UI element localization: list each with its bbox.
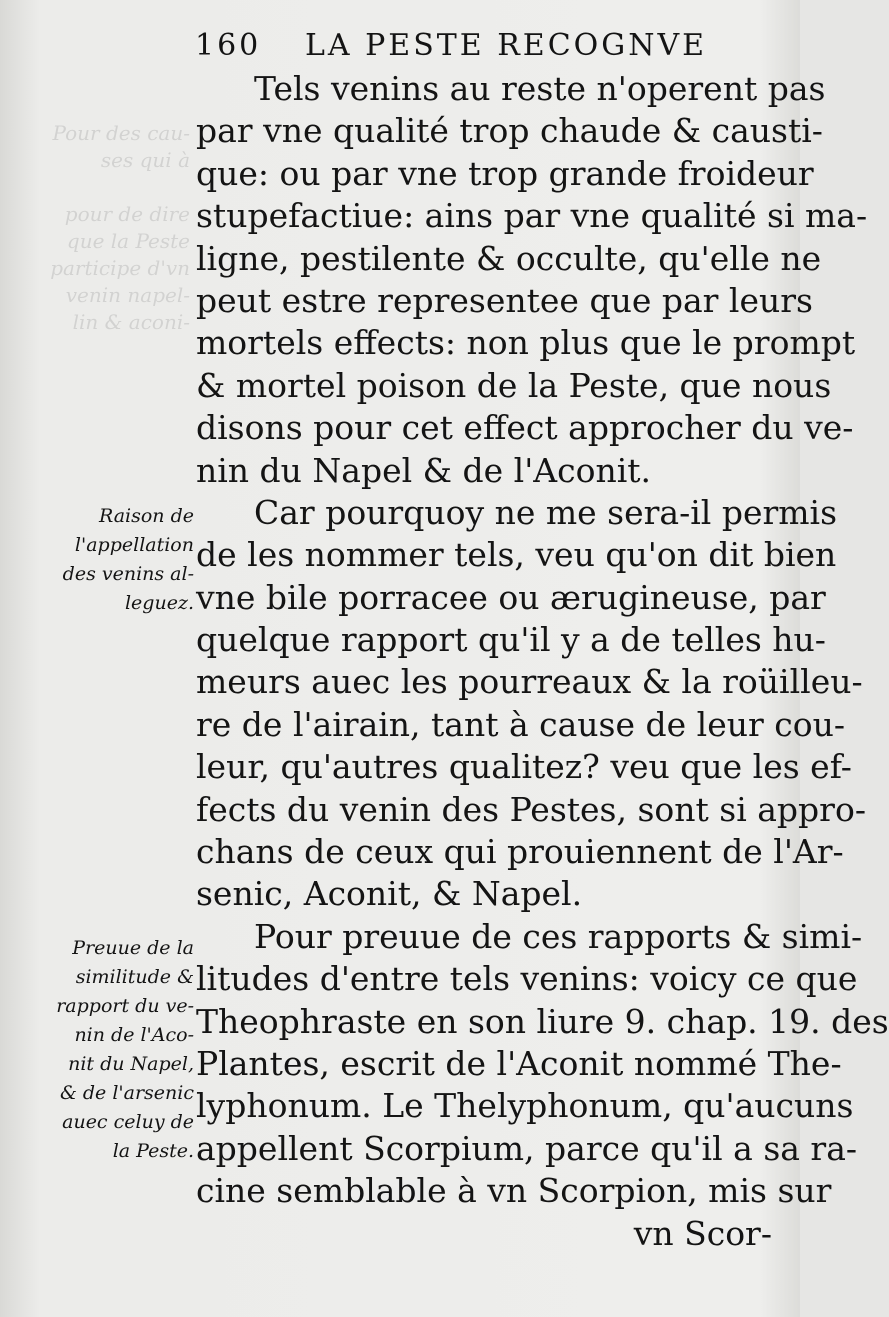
- margin-note-line: rapport du ve-: [56, 995, 194, 1017]
- text-line: chans de ceux qui prouiennent de l'Ar-: [196, 832, 844, 872]
- text-line: quelque rapport qu'il y a de telles hu-: [196, 620, 826, 660]
- text-line: Pour preuue de ces rapports & simi-: [254, 916, 863, 956]
- margin-note-line: nin de l'Aco-: [74, 1024, 194, 1046]
- margin-note-line: & de l'arsenic: [59, 1082, 194, 1104]
- text-line: Car pourquoy ne me sera-il permis: [254, 492, 838, 532]
- text-line: de les nommer tels, veu qu'on dit bien: [196, 535, 837, 575]
- text-line: leur, qu'autres qualitez? veu que les ef-: [196, 747, 852, 787]
- text-line: par vne qualité trop chaude & causti-: [196, 111, 823, 151]
- text-line: Plantes, escrit de l'Aconit nommé The-: [196, 1043, 842, 1083]
- margin-note-line: leguez.: [124, 592, 194, 614]
- bleed-through-marks: Pour des cau- ses qui à pour de dire que la Peste participe d'vn venin napel- lin & aconi-: [50, 121, 190, 334]
- text-line: litudes d'entre tels venins: voicy ce que: [196, 959, 858, 999]
- text-line: Theophraste en son liure 9. chap. 19. des: [196, 1001, 889, 1041]
- text-line: lyphonum. Le Thelyphonum, qu'aucuns: [196, 1086, 854, 1126]
- text-line: fects du venin des Pestes, sont si appro-: [196, 789, 866, 829]
- margin-note-reason: [56, 502, 194, 618]
- margin-note-line: auec celuy de: [62, 1111, 194, 1133]
- text-line: re de l'airain, tant à cause de leur cou-: [196, 704, 845, 744]
- text-line: nin du Napel & de l'Aconit.: [196, 450, 652, 490]
- running-header: [195, 22, 785, 68]
- margin-note-line: nit du Napel,: [68, 1053, 194, 1075]
- page-number: 160: [195, 28, 262, 63]
- margin-note-line: des venins al-: [62, 563, 194, 585]
- text-line: senic, Aconit, & Napel.: [196, 874, 583, 914]
- catchword-line: vn Scor-: [633, 1213, 772, 1253]
- text-line: ligne, pestilente & occulte, qu'elle ne: [196, 238, 822, 278]
- text-line: mortels effects: non plus que le prompt: [196, 323, 856, 363]
- text-line: meurs auec les pourreaux & la roüilleu-: [196, 662, 863, 702]
- text-line: Tels venins au reste n'operent pas: [254, 69, 826, 108]
- running-title: LA PESTE RECOGNVE: [305, 28, 708, 63]
- text-line: cine semblable à vn Scorpion, mis sur: [196, 1171, 832, 1211]
- margin-note-proof: [56, 934, 194, 1166]
- margin-note-line: l'appellation: [74, 534, 194, 556]
- margin-note-line: la Peste.: [112, 1140, 194, 1162]
- text-line: appellent Scorpium, parce qu'il a sa ra-: [196, 1128, 858, 1168]
- margin-note-line: Preuue de la: [72, 937, 194, 959]
- text-line: & mortel poison de la Peste, que nous: [196, 365, 832, 405]
- text-line: que: ou par vne trop grande froideur: [196, 153, 814, 193]
- text-line: disons pour cet effect approcher du ve-: [196, 408, 854, 448]
- margin-note-line: Raison de: [98, 505, 194, 527]
- text-line: stupefactiue: ains par vne qualité si ma-: [196, 196, 868, 236]
- text-line: peut estre representee que par leurs: [196, 280, 813, 320]
- text-line: vne bile porracee ou ærugineuse, par: [196, 577, 826, 617]
- margin-note-line: similitude &: [75, 966, 194, 988]
- main-text: [196, 68, 889, 1255]
